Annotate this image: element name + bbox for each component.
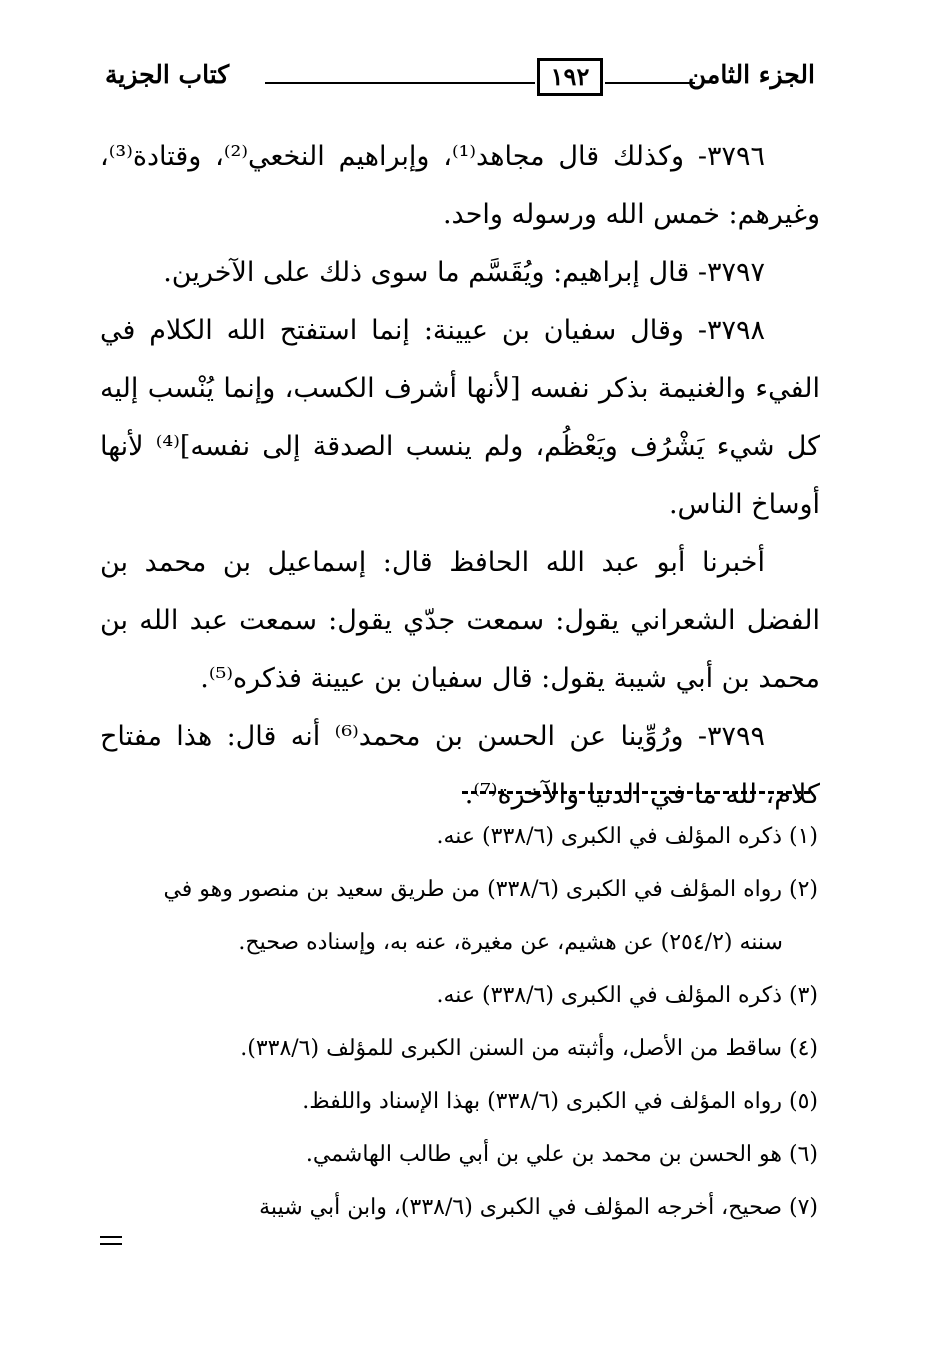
main-text [100, 128, 820, 824]
header-rule-left [265, 82, 535, 84]
footnote-2: (٢) رواه المؤلف في الكبرى (٣٣٨/٦) من طريق سعيد بن منصور وهو في [163, 877, 818, 902]
volume-label: الجزء الثامن [687, 60, 815, 89]
footnote-3: (٣) ذكره المؤلف في الكبرى (٣٣٨/٦) عنه. [436, 983, 818, 1008]
footnote-2-continued: سننه (٢٥٤/٢) عن هشيم، عن مغيرة، عنه به، وإسناده صحيح. [238, 930, 783, 955]
paragraph-isnad: أخبرنا أبو عبد الله الحافظ قال: إسماعيل بن محمد بن الفضل الشعراني يقول: سمعت جدّي يقول: سمعت عبد الله بن محمد بن أبي شيبة يقول: قال سفيان بن عيينة فذكره⁽⁵⁾. [100, 547, 820, 694]
paragraph-3799: ٣٧٩٩- ورُوِّينا عن الحسن بن محمد⁽⁶⁾ أنه قال: هذا مفتاح كلام، لله ما في الدنيا والآخرة⁽⁷⁾. [100, 721, 820, 810]
footnote-7: (٧) صحيح، أخرجه المؤلف في الكبرى (٣٣٨/٦)، وابن أبي شيبة [259, 1195, 818, 1220]
footnote-5: (٥) رواه المؤلف في الكبرى (٣٣٨/٦) بهذا الإسناد واللفظ. [302, 1089, 818, 1114]
footnote-6: (٦) هو الحسن بن محمد بن علي بن أبي طالب الهاشمي. [305, 1142, 818, 1167]
paragraph-3797: ٣٧٩٧- قال إبراهيم: ويُقَسَّم ما سوى ذلك على الآخرين. [163, 257, 765, 288]
header-rule-right [605, 82, 695, 84]
footnote-4: (٤) ساقط من الأصل، وأثبته من السنن الكبرى للمؤلف (٣٣٨/٦). [240, 1036, 818, 1061]
paragraph-3798: ٣٧٩٨- وقال سفيان بن عيينة: إنما استفتح الله الكلام في الفيء والغنيمة بذكر نفسه [لأنها أشرف الكسب، وإنما يُنْسب إليه كل شيء يَشْرُف ويَعْظُم، ولم ينسب الصدقة إلى نفسه]⁽⁴⁾ لأنها أوساخ الناس. [100, 315, 820, 520]
paragraph-3796: ٣٧٩٦- وكذلك قال مجاهد⁽¹⁾، وإبراهيم النخعي⁽²⁾، وقتادة⁽³⁾، وغيرهم: خمس الله ورسوله واحد. [100, 141, 820, 230]
book-title: كتاب الجزية [105, 60, 230, 89]
page-number: ١٩٢ [537, 58, 603, 96]
footnotes [100, 810, 818, 1234]
page-header [105, 60, 815, 100]
footnote-1: (١) ذكره المؤلف في الكبرى (٣٣٨/٦) عنه. [436, 824, 818, 849]
footnote-divider [462, 791, 810, 794]
continuation-mark [100, 1236, 122, 1245]
